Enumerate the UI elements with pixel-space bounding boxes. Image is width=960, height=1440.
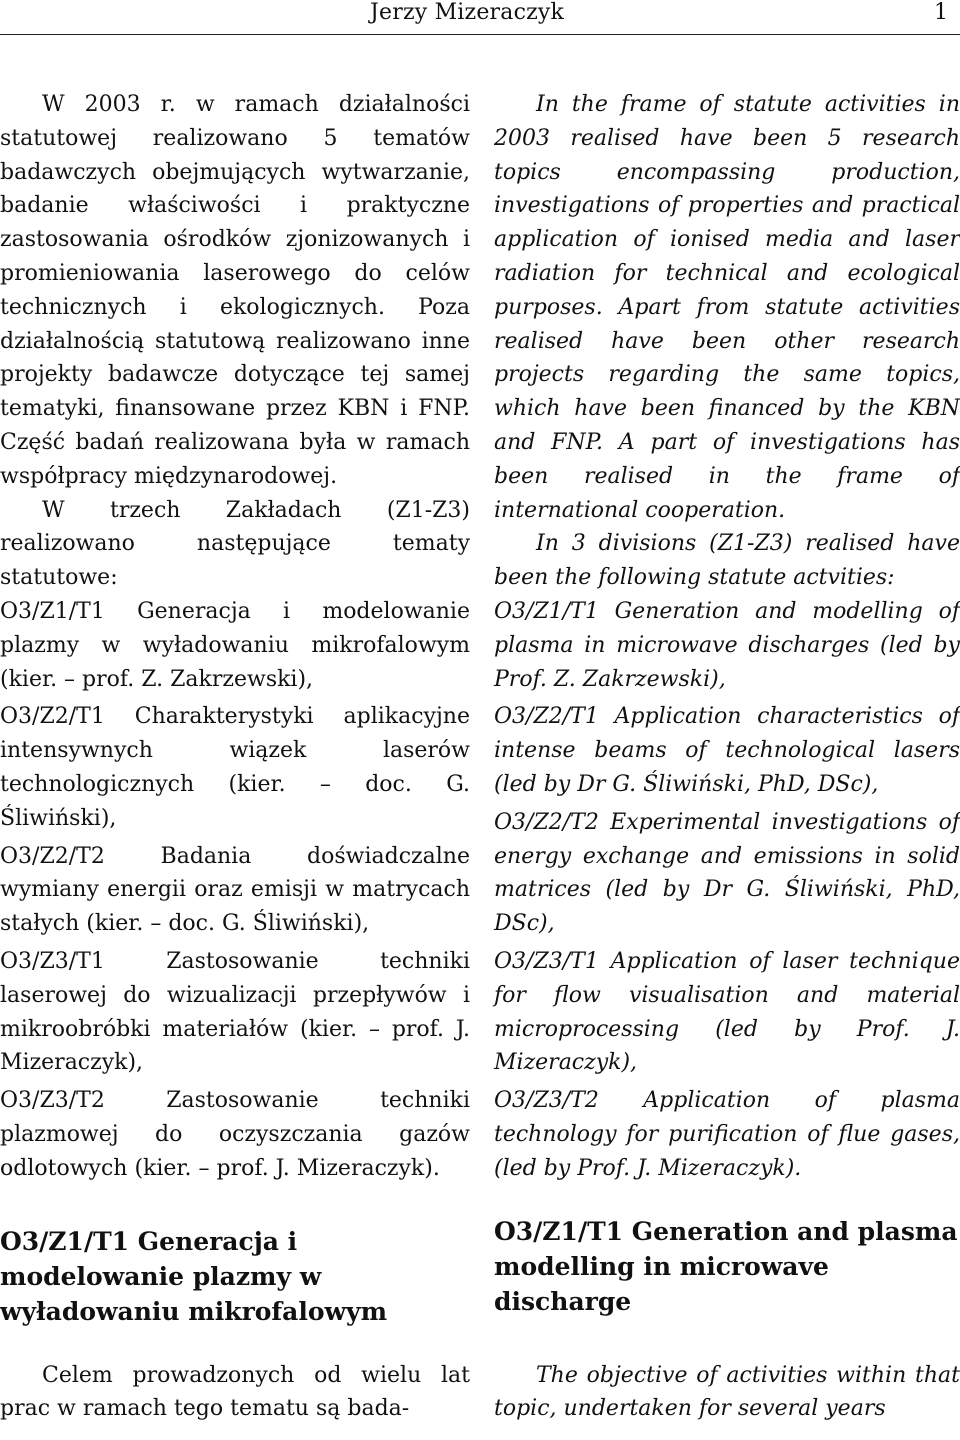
intro-paragraph-pl: W 2003 r. w ramach działalności statutowej realizowano 5 tematów badawczych obejmujących wytwarzanie, badanie właściwości i praktyczne zastosowania ośrodków zjonizowanych i promieniowania laserowego do celów technicznych i ekologicznych. Poza działalnością statutową realizowano inne projekty badawcze dotyczące tej samej tematyki, finansowane przez KBN i FNP. Część badań realizowana była w ramach współpracy międzynarodowej. xyxy=(0,92,470,489)
topic-item-en-2: O3/Z2/T1 Application characteristics of intense beams of technological lasers (led by Dr G. Śliwiński, PhD, DSc), xyxy=(494,704,960,797)
section-paragraph-en: The objective of activities within that topic, undertaken for several years xyxy=(494,1362,960,1422)
section-heading-pl: O3/Z1/T1 Generacja i modelowanie plazmy w wyładowaniu mikrofalowym xyxy=(0,1226,388,1326)
topic-item-en-4: O3/Z3/T1 Application of laser technique for flow visualisation and material microprocessing (led by Prof. J. Mizeraczyk), xyxy=(494,948,960,1076)
running-head-author: Jerzy Mizeraczyk xyxy=(370,0,565,25)
intro-paragraph-en: In the frame of statute activities in 2003 realised have been 5 research topics encompassing production, investigations of properties and practical application of ionised media and laser radiation for technical and ecological purposes. Apart from statute activities realised have been other research projects regarding the same topics, which have been financed by the KBN and FNP. A part of investigations has been realised in the frame of international cooperation. xyxy=(494,92,960,523)
page-number: 1 xyxy=(934,0,948,25)
header-rule xyxy=(0,34,960,35)
topic-item-pl-2: O3/Z2/T1 Charakterystyki aplikacyjne intensywnych wiązek laserów technologicznych (kier. – doc. G. Śliwiński), xyxy=(0,704,470,831)
page-header xyxy=(0,0,960,36)
divisions-paragraph-en: In 3 divisions (Z1-Z3) realised have been the following statute actvities: xyxy=(494,531,960,591)
topic-item-en-5: O3/Z3/T2 Application of plasma technology for purification of flue gases, (led by Prof. J. Mizeraczyk). xyxy=(494,1088,960,1181)
topic-item-en-3: O3/Z2/T2 Experimental investigations of energy exchange and emissions in solid matrices (led by Dr G. Śliwiński, PhD, DSc), xyxy=(494,809,960,937)
divisions-paragraph-pl: W trzech Zakładach (Z1-Z3) realizowano następujące tematy statutowe: xyxy=(0,497,470,591)
topic-item-en-1: O3/Z1/T1 Generation and modelling of plasma in microwave discharges (led by Prof. Z. Zakrzewski), xyxy=(494,598,960,692)
topic-item-pl-3: O3/Z2/T2 Badania doświadczalne wymiany energii oraz emisji w matrycach stałych (kier. – doc. G. Śliwiński), xyxy=(0,843,470,937)
section-heading-en: O3/Z1/T1 Generation and plasma modelling in microwave discharge xyxy=(494,1216,958,1316)
english-column xyxy=(494,88,960,1426)
section-paragraph-pl: Celem prowadzonych od wielu lat prac w ramach tego tematu są bada- xyxy=(0,1362,470,1422)
topic-item-pl-1: O3/Z1/T1 Generacja i modelowanie plazmy w wyładowaniu mikrofalowym (kier. – prof. Z. Zakrzewski), xyxy=(0,598,470,692)
topic-item-pl-5: O3/Z3/T2 Zastosowanie techniki plazmowej do oczyszczania gazów odlotowych (kier. – prof. J. Mizeraczyk). xyxy=(0,1088,470,1181)
polish-column xyxy=(0,88,470,1426)
topic-item-pl-4: O3/Z3/T1 Zastosowanie techniki laserowej do wizualizacji przepływów i mikroobróbki materiałów (kier. – prof. J. Mizeraczyk), xyxy=(0,948,470,1076)
